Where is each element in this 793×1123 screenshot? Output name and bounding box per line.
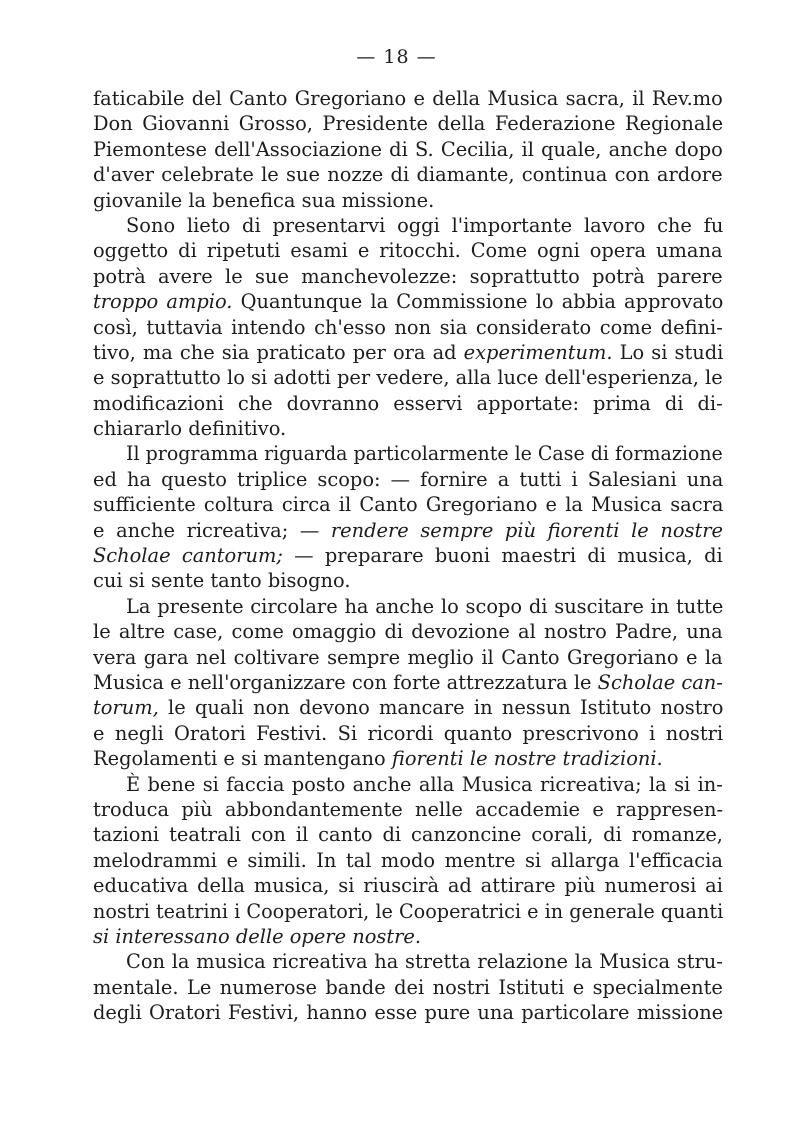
body-text <box>93 86 723 1025</box>
text-line: Scholae cantorum; — preparare buoni maestri di musica, di <box>93 544 723 568</box>
text-line: troppo ampio. Quantunque la Commissione lo abbia approvato <box>93 290 723 314</box>
text-line: troduca più abbondantemente nelle accademie e rappresen- <box>93 797 723 821</box>
text-line: e anche ricreativa; — rendere sempre più fiorenti le nostre <box>93 518 723 542</box>
paragraph-1 <box>93 86 723 213</box>
text-line: e soprattutto lo si adotti per vedere, alla luce dell'esperienza, le <box>93 366 723 390</box>
paragraph-2 <box>93 213 723 442</box>
text-line: vera gara nel coltivare sempre meglio il Canto Gregoriano e la <box>93 645 723 669</box>
text-line: Musica e nell'organizzare con forte attrezzatura le Scholae can- <box>93 670 723 694</box>
text-line: degli Oratori Festivi, hanno esse pure una particolare missione <box>93 1001 723 1025</box>
text-line: torum, le quali non devono mancare in nessun Istituto nostro <box>93 696 723 720</box>
text-line: Con la musica ricreativa ha stretta relazione la Musica stru- <box>126 950 723 974</box>
text-line: potrà avere le sue manchevolezze: soprattutto potrà parere <box>93 264 723 288</box>
text-line: sufficiente coltura circa il Canto Gregoriano e la Musica sacra <box>93 493 723 517</box>
text-line: giovanile la benefica sua missione. <box>93 188 435 212</box>
paragraph-5 <box>93 772 723 950</box>
text-line: Don Giovanni Grosso, Presidente della Federazione Regionale <box>93 112 723 136</box>
text-line: ed ha questo triplice scopo: — fornire a tutti i Salesiani una <box>93 467 723 491</box>
paragraph-4 <box>93 594 723 772</box>
text-line: tazioni teatrali con il canto di canzoncine corali, di romanze, <box>93 823 723 847</box>
text-line: chiararlo definitivo. <box>93 417 287 441</box>
text-line: d'aver celebrate le sue nozze di diamante, continua con ardore <box>93 163 723 187</box>
text-line: le altre case, come omaggio di devozione al nostro Padre, una <box>93 620 723 644</box>
text-line: faticabile del Canto Gregoriano e della Musica sacra, il Rev.mo <box>93 87 723 110</box>
text-line: melodrammi e simili. In tal modo mentre si allarga l'efficacia <box>93 848 723 872</box>
text-line: e negli Oratori Festivi. Si ricordi quanto prescrivono i nostri <box>93 721 723 745</box>
text-line: Piemontese dell'Associazione di S. Cecilia, il quale, anche dopo <box>93 137 723 161</box>
page-number: — 18 — <box>356 46 437 68</box>
text-line: cui si sente tanto bisogno. <box>93 569 351 593</box>
text-line: Regolamenti e si mantengano fiorenti le nostre tradizioni. <box>93 747 663 771</box>
text-line: È bene si faccia posto anche alla Musica ricreativa; la si in- <box>126 772 723 796</box>
text-line: nostri teatrini i Cooperatori, le Cooperatrici e in generale quanti <box>93 899 723 923</box>
text-line: mentale. Le numerose bande dei nostri Istituti e specialmente <box>93 975 723 999</box>
text-line: tivo, ma che sia praticato per ora ad experimentum. Lo si studi <box>93 340 723 364</box>
text-line: educativa della musica, si riuscirà ad attirare più numerosi ai <box>93 874 723 898</box>
text-line: si interessano delle opere nostre. <box>93 924 422 948</box>
text-line: oggetto di ripetuti esami e ritocchi. Come ogni opera umana <box>93 239 723 263</box>
text-line: modificazioni che dovranno esservi apportate: prima di di- <box>93 391 723 415</box>
text-line: La presente circolare ha anche lo scopo di suscitare in tutte <box>126 594 723 618</box>
paragraph-6 <box>93 949 723 1025</box>
text-line: Sono lieto di presentarvi oggi l'importante lavoro che fu <box>126 213 723 237</box>
text-line: così, tuttavia intendo ch'esso non sia considerato come defini- <box>93 315 723 339</box>
paragraph-3 <box>93 441 723 593</box>
text-line: Il programma riguarda particolarmente le Case di formazione <box>126 442 723 466</box>
